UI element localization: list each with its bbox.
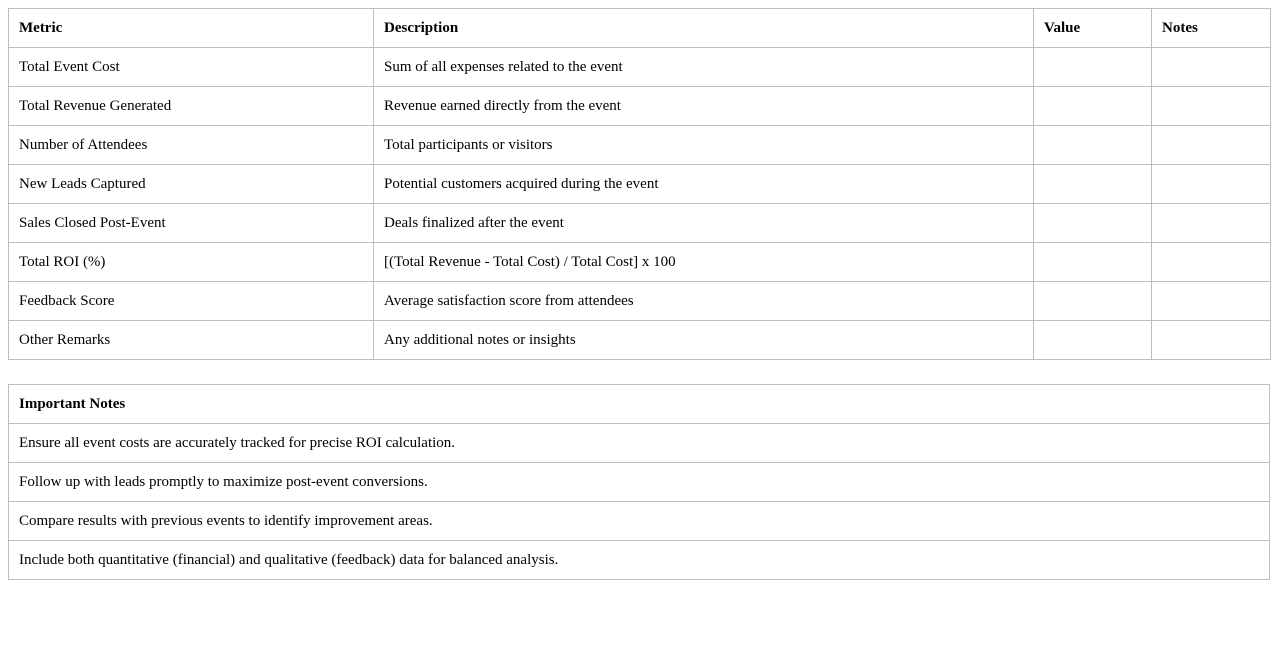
metric-cell: Total Revenue Generated bbox=[9, 87, 374, 126]
note-text: Follow up with leads promptly to maximize post-event conversions. bbox=[9, 463, 1270, 502]
value-cell[interactable] bbox=[1034, 165, 1152, 204]
document-body bbox=[8, 8, 1270, 580]
header-metric: Metric bbox=[9, 9, 374, 48]
notes-cell[interactable] bbox=[1152, 48, 1271, 87]
description-cell: Average satisfaction score from attendees bbox=[374, 282, 1034, 321]
list-item bbox=[9, 541, 1270, 580]
notes-cell[interactable] bbox=[1152, 282, 1271, 321]
note-text: Compare results with previous events to identify improvement areas. bbox=[9, 502, 1270, 541]
value-cell[interactable] bbox=[1034, 321, 1152, 360]
header-description: Description bbox=[374, 9, 1034, 48]
metrics-header-row bbox=[9, 9, 1271, 48]
value-cell[interactable] bbox=[1034, 204, 1152, 243]
list-item bbox=[9, 502, 1270, 541]
value-cell[interactable] bbox=[1034, 87, 1152, 126]
metric-cell: Total Event Cost bbox=[9, 48, 374, 87]
description-cell: Total participants or visitors bbox=[374, 126, 1034, 165]
description-cell: Potential customers acquired during the event bbox=[374, 165, 1034, 204]
notes-cell[interactable] bbox=[1152, 165, 1271, 204]
value-cell[interactable] bbox=[1034, 48, 1152, 87]
list-item bbox=[9, 463, 1270, 502]
note-text: Include both quantitative (financial) and qualitative (feedback) data for balanced analysis. bbox=[9, 541, 1270, 580]
table-row bbox=[9, 243, 1271, 282]
table-row bbox=[9, 48, 1271, 87]
table-row bbox=[9, 165, 1271, 204]
notes-cell[interactable] bbox=[1152, 204, 1271, 243]
value-cell[interactable] bbox=[1034, 282, 1152, 321]
note-text: Ensure all event costs are accurately tracked for precise ROI calculation. bbox=[9, 424, 1270, 463]
table-row bbox=[9, 321, 1271, 360]
metric-cell: Total ROI (%) bbox=[9, 243, 374, 282]
table-row bbox=[9, 282, 1271, 321]
notes-cell[interactable] bbox=[1152, 87, 1271, 126]
description-cell: Sum of all expenses related to the event bbox=[374, 48, 1034, 87]
value-cell[interactable] bbox=[1034, 126, 1152, 165]
header-notes: Notes bbox=[1152, 9, 1271, 48]
metric-cell: New Leads Captured bbox=[9, 165, 374, 204]
notes-header-row bbox=[9, 385, 1270, 424]
table-row bbox=[9, 87, 1271, 126]
header-value: Value bbox=[1034, 9, 1152, 48]
notes-cell[interactable] bbox=[1152, 321, 1271, 360]
important-notes-table bbox=[8, 384, 1270, 580]
value-cell[interactable] bbox=[1034, 243, 1152, 282]
description-cell: [(Total Revenue - Total Cost) / Total Cost] x 100 bbox=[374, 243, 1034, 282]
description-cell: Any additional notes or insights bbox=[374, 321, 1034, 360]
notes-cell[interactable] bbox=[1152, 126, 1271, 165]
important-notes-heading: Important Notes bbox=[9, 385, 1270, 424]
metric-cell: Number of Attendees bbox=[9, 126, 374, 165]
list-item bbox=[9, 424, 1270, 463]
description-cell: Revenue earned directly from the event bbox=[374, 87, 1034, 126]
metrics-table bbox=[8, 8, 1271, 360]
metric-cell: Other Remarks bbox=[9, 321, 374, 360]
table-row bbox=[9, 204, 1271, 243]
metric-cell: Sales Closed Post-Event bbox=[9, 204, 374, 243]
metric-cell: Feedback Score bbox=[9, 282, 374, 321]
description-cell: Deals finalized after the event bbox=[374, 204, 1034, 243]
notes-cell[interactable] bbox=[1152, 243, 1271, 282]
table-row bbox=[9, 126, 1271, 165]
